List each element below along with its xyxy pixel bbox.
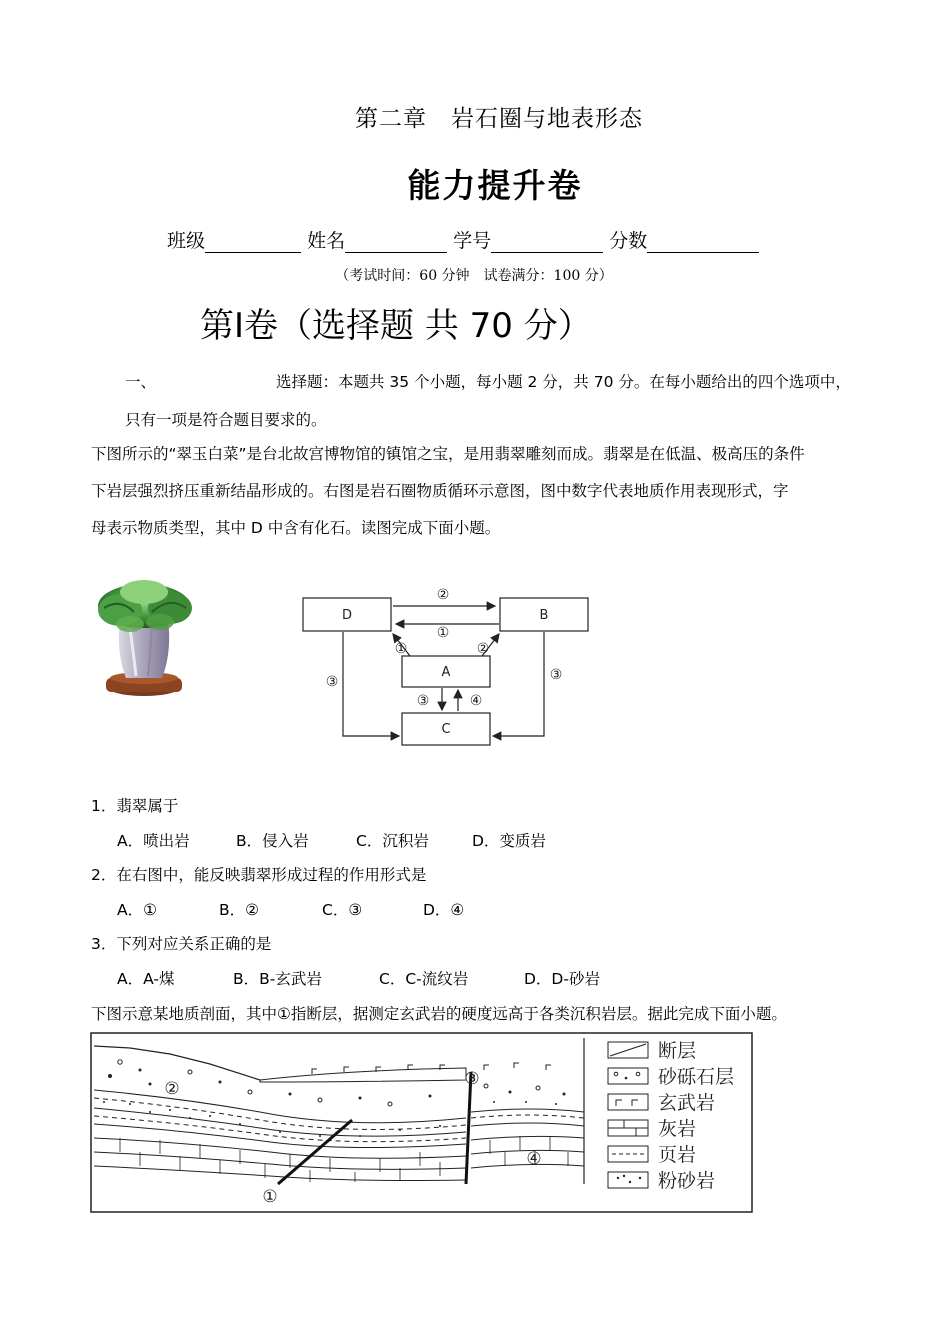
geologic-profile-figure (90, 1032, 754, 1214)
q2-option-a[interactable]: A．① (117, 901, 157, 919)
label-a: A (441, 665, 451, 680)
section-number: 一、 (125, 373, 157, 391)
exam-info: （考试时间：60 分钟 试卷满分：100 分） (335, 268, 613, 284)
q1-option-a[interactable]: A．喷出岩 (117, 832, 190, 850)
process-label-left-side: ③ (325, 674, 339, 690)
section-instructions: 选择题：本题共 35 个小题，每小题 2 分，共 70 分。在每小题给出的四个选项中， (276, 373, 851, 391)
q1-option-c[interactable]: C．沉积岩 (356, 832, 429, 850)
q3-option-b[interactable]: B．B-玄武岩 (233, 970, 322, 988)
process-label-top: ② (436, 587, 450, 603)
label-b: B (539, 608, 549, 623)
question-3-stem: 3．下列对应关系正确的是 (91, 935, 272, 953)
process-label-a-up: ④ (469, 693, 483, 709)
passage2-line1: 下图示意某地质剖面，其中①指断层，据测定玄武岩的硬度远高于各类沉积岩层。据此完成下面小题。 (91, 1005, 787, 1023)
score-field[interactable] (647, 234, 759, 253)
rock-cycle-diagram (295, 580, 595, 750)
process-label-left-v: ① (394, 641, 408, 657)
question-1-stem: 1．翡翠属于 (91, 797, 179, 815)
q1-option-b[interactable]: B．侵入岩 (236, 832, 309, 850)
number-label: 学号 (453, 230, 492, 252)
process-label-right-v: ② (476, 641, 490, 657)
q2-option-b[interactable]: B．② (219, 901, 260, 919)
label-c: C (441, 722, 451, 737)
process-label-mid: ① (436, 625, 450, 641)
legend-basalt: 玄武岩 (658, 1092, 716, 1114)
arrow-d-to-c (343, 632, 399, 736)
section-instructions-2: 只有一项是符合题目要求的。 (125, 411, 327, 429)
legend-fault: 断层 (658, 1040, 697, 1062)
q2-option-c[interactable]: C．③ (322, 901, 363, 919)
mark-basalt: ③ (464, 1069, 480, 1089)
q1-option-d[interactable]: D．变质岩 (472, 832, 546, 850)
process-label-a-down: ③ (416, 693, 430, 709)
question-2-stem: 2．在右图中，能反映翡翠形成过程的作用形式是 (91, 866, 427, 884)
score-label: 分数 (609, 230, 648, 252)
legend-limestone: 灰岩 (658, 1118, 697, 1140)
jade-cabbage-image (90, 578, 198, 706)
legend-gravel: 砂砾石层 (658, 1066, 735, 1088)
class-field[interactable] (205, 234, 301, 253)
label-d: D (341, 608, 353, 623)
passage1-line1: 下图所示的“翠玉白菜”是台北故宫博物馆的镇馆之宝，是用翡翠雕刻而成。翡翠是在低温、极高压的条件 (91, 445, 805, 463)
q2-option-d[interactable]: D．④ (423, 901, 465, 919)
q3-option-c[interactable]: C．C-流纹岩 (379, 970, 469, 988)
chapter-title: 第二章 岩石圈与地表形态 (355, 106, 643, 132)
part-heading: 第I卷（选择题 共 70 分） (200, 306, 592, 346)
passage1-line3: 母表示物质类型，其中 D 中含有化石。读图完成下面小题。 (91, 519, 501, 537)
passage1-line2: 下岩层强烈挤压重新结晶形成的。右图是岩石圈物质循环示意图，图中数字代表地质作用表现形式，字 (91, 482, 789, 500)
class-label: 班级 (167, 230, 206, 252)
number-field[interactable] (491, 234, 603, 253)
q3-option-d[interactable]: D．D-砂岩 (524, 970, 600, 988)
arrow-b-to-c (493, 632, 544, 736)
mark-limestone: ④ (526, 1149, 542, 1169)
process-label-right-side: ③ (549, 667, 563, 683)
legend-siltstone: 粉砂岩 (658, 1170, 716, 1192)
legend-shale: 页岩 (658, 1144, 697, 1166)
q3-option-a[interactable]: A．A-煤 (117, 970, 175, 988)
page-title: 能力提升卷 (407, 166, 583, 205)
name-field[interactable] (345, 234, 447, 253)
name-label: 姓名 (307, 230, 346, 252)
mark-gravel: ② (164, 1079, 180, 1099)
student-info-row (167, 226, 759, 253)
mark-fault: ① (262, 1187, 278, 1207)
